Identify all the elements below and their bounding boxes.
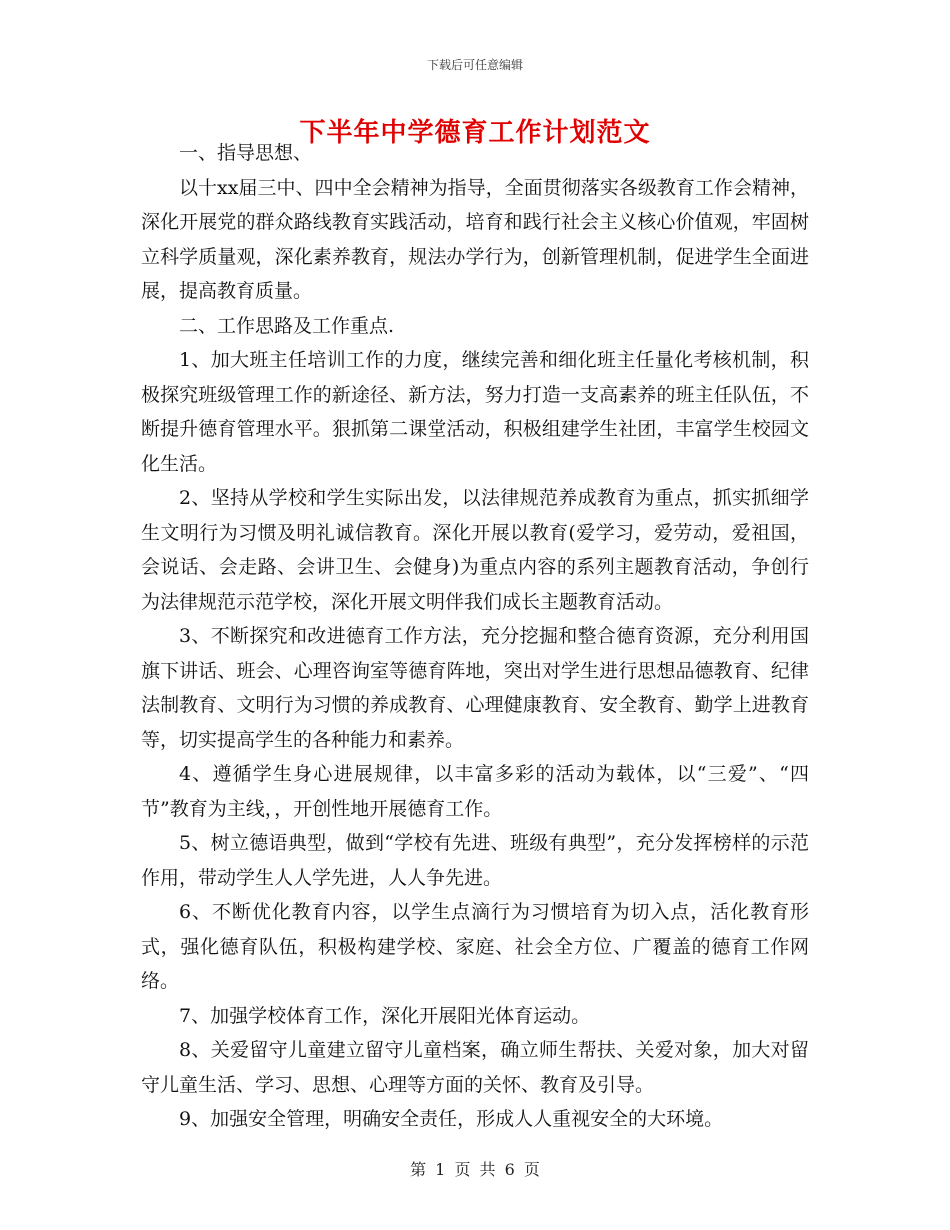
paragraph: 7、加强学校体育工作，深化开展阳光体育运动。 (179, 1004, 591, 1027)
paragraph: 3、不断探究和改进德育工作方法，充分挖掘和整合德育资源，充分利用国旗下讲话、班会、心理咨询室等德育阵地，突出对学生进行思想品德教育、纪律法制教育、文明行为习惯的养成教育、心理健康教育、安全教育、勤学上进教育等，切实提高学生的各种能力和素养。 (141, 625, 809, 751)
paragraph: 6、不断优化教育内容，以学生点滴行为习惯培育为切入点，活化教育形式，强化德育队伍，积极构建学校、家庭、社会全方位、广覆盖的德育工作网络。 (141, 901, 809, 992)
paragraph: 5、树立德语典型，做到“学校有先进、班级有典型”，充分发挥榜样的示范作用，带动学生人人学先进，人人争先进。 (141, 832, 809, 889)
paragraph: 4、遵循学生身心进展规律，以丰富多彩的活动为载体，以“三爱”、“四节”教育为主线，，开创性地开展德育工作。 (141, 763, 809, 820)
paragraph: 8、关爱留守儿童建立留守儿童档案，确立师生帮扶、关爱对象，加大对留守儿童生活、学习、思想、心理等方面的关怀、教育及引导。 (141, 1039, 809, 1096)
paragraph: 以十xx届三中、四中全会精神为指导，全面贯彻落实各级教育工作会精神，深化开展党的群众路线教育实践活动，培育和践行社会主义核心价值观，牢固树立科学质量观，深化素养教育，规法办学行为，创新管理机制，促进学生全面进展，提高教育质量。 (141, 176, 809, 302)
paragraph: 二、工作思路及工作重点. (179, 314, 395, 337)
document-body (141, 136, 809, 1137)
document-title: 下半年中学德育工作计划范文 (299, 118, 651, 148)
page-footer: 第 1 页 共 6 页 (410, 1160, 540, 1179)
paragraph: 一、指导思想、 (179, 142, 313, 164)
paragraph: 1、加大班主任培训工作的力度，继续完善和细化班主任量化考核机制，积极探究班级管理工作的新途径、新方法，努力打造一支高素养的班主任队伍，不断提升德育管理水平。狠抓第二课堂活动，积极组建学生社团，丰富学生校园文化生活。 (141, 349, 809, 475)
header-note: 下载后可任意编辑 (426, 58, 523, 72)
paragraph: 9、加强安全管理，明确安全责任，形成人人重视安全的大环境。 (179, 1108, 724, 1130)
paragraph: 2、坚持从学校和学生实际出发，以法律规范养成教育为重点，抓实抓细学生文明行为习惯及明礼诚信教育。深化开展以教育(爱学习，爱劳动，爱祖国，会说话、会走路、会讲卫生、会健身)为重点内容的系列主题教育活动，争创行为法律规范示范学校，深化开展文明伴我们成长主题教育活动。 (141, 487, 809, 613)
